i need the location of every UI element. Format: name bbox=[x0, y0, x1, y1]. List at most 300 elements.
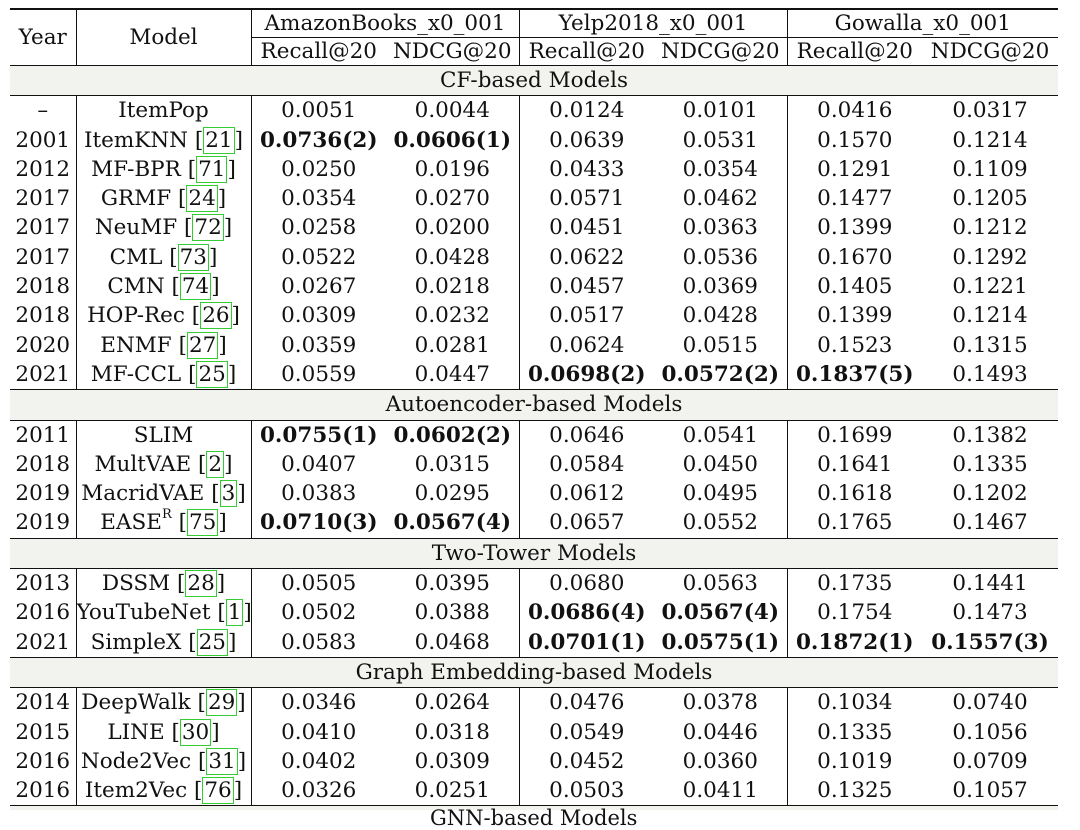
metric-cell: 0.1056 bbox=[952, 719, 1028, 745]
metric-cell: 0.1214 bbox=[952, 127, 1028, 153]
metric-cell bbox=[654, 360, 787, 390]
metric-cell: 0.0200 bbox=[386, 213, 519, 242]
citation-bracket: [ bbox=[178, 186, 187, 212]
year-cell: 2015 bbox=[10, 718, 76, 747]
metric-cell bbox=[386, 126, 519, 155]
metric-header: Recall@20 bbox=[260, 39, 377, 64]
year-cell: 2017 bbox=[10, 243, 76, 272]
metric-cell: 0.0051 bbox=[281, 98, 357, 124]
header-row-datasets bbox=[10, 9, 1058, 38]
best-value: 0.0567(4) bbox=[393, 510, 512, 536]
metric-cell: 0.0250 bbox=[281, 156, 357, 182]
citation-bracket: ] bbox=[218, 332, 227, 358]
metric-cell: 0.0612 bbox=[549, 481, 625, 507]
citation-bracket: ] bbox=[218, 510, 227, 536]
section-title: Graph Embedding-based Models bbox=[10, 657, 1058, 687]
metric-cell: 0.0264 bbox=[386, 688, 519, 718]
citation-bracket: [ bbox=[177, 571, 186, 597]
citation-bracket: ] bbox=[234, 127, 243, 153]
table-row bbox=[10, 747, 1058, 776]
model-cell bbox=[76, 301, 251, 330]
model-cell bbox=[76, 598, 251, 627]
metric-cell: 0.1641 bbox=[817, 451, 893, 477]
citation-bracket: ] bbox=[237, 690, 246, 716]
citation-bracket: [ bbox=[184, 215, 193, 241]
metric-cell: 0.0346 bbox=[281, 690, 357, 716]
citation-link[interactable]: 72 bbox=[194, 215, 222, 241]
metric-cell: 0.1570 bbox=[817, 127, 893, 153]
best-value: 0.0755(1) bbox=[259, 422, 378, 448]
citation-bracket: ] bbox=[217, 186, 227, 212]
metric-header: NDCG@20 bbox=[654, 38, 787, 66]
citation-bracket: ] bbox=[227, 629, 237, 655]
citation-bracket: [ bbox=[217, 600, 226, 626]
citation-bracket: [ bbox=[171, 719, 180, 745]
metric-cell: 0.0639 bbox=[549, 127, 625, 153]
model-cell bbox=[76, 569, 251, 599]
year-header: Year bbox=[10, 9, 76, 66]
model-cell bbox=[76, 450, 251, 479]
section-title: Autoencoder-based Models bbox=[10, 390, 1058, 420]
metric-cell: 0.0495 bbox=[654, 479, 787, 508]
model-cell bbox=[76, 360, 251, 390]
table-row bbox=[10, 331, 1058, 360]
model-name: SLIM bbox=[133, 422, 194, 448]
citation-link[interactable]: 30 bbox=[181, 719, 210, 745]
metric-cell: 0.1735 bbox=[817, 571, 893, 597]
citation-link[interactable]: 76 bbox=[204, 778, 232, 804]
table-row bbox=[10, 272, 1058, 301]
metric-cell: 0.0457 bbox=[549, 274, 625, 300]
metric-cell: 0.1405 bbox=[817, 274, 893, 300]
section-header-row bbox=[10, 657, 1058, 687]
metric-cell: 0.0502 bbox=[281, 600, 357, 626]
model-cell bbox=[76, 508, 251, 538]
year-cell: 2014 bbox=[10, 688, 76, 718]
metric-cell bbox=[251, 508, 386, 538]
metric-cell bbox=[787, 360, 922, 390]
metric-cell: 0.0363 bbox=[654, 213, 787, 242]
best-value: 0.0567(4) bbox=[661, 600, 780, 626]
metric-cell: 0.1212 bbox=[952, 215, 1028, 241]
model-name: MacridVAE bbox=[81, 481, 205, 507]
metric-cell: 0.0541 bbox=[654, 420, 787, 450]
metric-cell: 0.0522 bbox=[281, 244, 357, 270]
model-cell bbox=[76, 126, 251, 155]
table-row bbox=[10, 360, 1058, 390]
metric-cell: 0.0476 bbox=[549, 690, 625, 716]
citation-link[interactable]: 74 bbox=[181, 274, 210, 300]
metric-cell: 0.1382 bbox=[952, 422, 1028, 448]
model-name: DSSM bbox=[101, 571, 171, 597]
metric-cell: 0.1765 bbox=[817, 510, 893, 536]
year-cell: 2021 bbox=[10, 628, 76, 658]
metric-cell: 0.1399 bbox=[817, 303, 893, 329]
year-cell: 2013 bbox=[10, 569, 76, 599]
model-cell bbox=[76, 688, 251, 718]
model-name: LINE bbox=[107, 719, 165, 745]
model-name: MF-BPR bbox=[91, 156, 181, 182]
table-row bbox=[10, 301, 1058, 330]
model-name: Item2Vec bbox=[84, 778, 188, 804]
model-name: YouTubeNet bbox=[76, 600, 211, 626]
citation-bracket: ] bbox=[243, 600, 252, 626]
metric-cell bbox=[519, 360, 654, 390]
best-value: 0.0575(1) bbox=[661, 629, 780, 655]
metric-cell: 0.0388 bbox=[386, 598, 519, 627]
metric-cell: 0.0624 bbox=[549, 332, 625, 358]
best-value: 0.0698(2) bbox=[527, 361, 646, 387]
table-row bbox=[10, 450, 1058, 479]
model-name: DeepWalk bbox=[81, 690, 191, 716]
metric-cell bbox=[386, 420, 519, 450]
year-cell: 2016 bbox=[10, 598, 76, 627]
model-name: GRMF bbox=[100, 186, 172, 212]
citation-link[interactable]: 73 bbox=[179, 244, 207, 270]
metric-cell: 0.0517 bbox=[549, 303, 625, 329]
table-body bbox=[10, 66, 1058, 811]
model-cell bbox=[76, 155, 251, 184]
metric-cell: 0.0124 bbox=[549, 98, 625, 124]
metric-cell: 0.0451 bbox=[549, 215, 625, 241]
best-value: 0.1557(3) bbox=[931, 629, 1049, 655]
citation-bracket: ] bbox=[216, 571, 226, 597]
best-value: 0.0701(1) bbox=[527, 629, 646, 655]
year-cell: 2018 bbox=[10, 301, 76, 330]
table-row bbox=[10, 479, 1058, 508]
metric-cell: 0.1523 bbox=[817, 332, 893, 358]
table-row bbox=[10, 718, 1058, 747]
citation-bracket: ] bbox=[233, 778, 243, 804]
model-name: ItemKNN bbox=[84, 127, 188, 153]
metric-cell: 0.0258 bbox=[281, 215, 357, 241]
model-cell bbox=[76, 272, 251, 301]
citation-bracket: ] bbox=[237, 481, 246, 507]
model-cell bbox=[76, 96, 251, 126]
metric-cell: 0.1325 bbox=[817, 778, 893, 804]
model-name: ItemPop bbox=[118, 98, 209, 124]
results-table bbox=[10, 8, 1058, 810]
metric-cell: 0.0709 bbox=[952, 748, 1028, 774]
metric-cell: 0.0433 bbox=[549, 156, 625, 182]
model-name: HOP-Rec bbox=[87, 303, 185, 329]
citation-link[interactable]: 25 bbox=[198, 629, 226, 655]
metric-cell: 0.0416 bbox=[817, 98, 893, 124]
year-cell: 2011 bbox=[10, 420, 76, 450]
year-cell: – bbox=[10, 96, 76, 126]
table-row bbox=[10, 628, 1058, 658]
citation-link[interactable]: 21 bbox=[205, 127, 233, 153]
metric-cell: 0.0450 bbox=[654, 450, 787, 479]
model-name: CMN bbox=[107, 274, 165, 300]
metric-cell: 0.0354 bbox=[281, 186, 357, 212]
citation-bracket: ] bbox=[231, 303, 240, 329]
metric-cell: 0.1315 bbox=[952, 332, 1028, 358]
metric-cell: 0.1292 bbox=[952, 244, 1028, 270]
metric-cell: 0.0402 bbox=[281, 748, 357, 774]
metric-cell: 0.1399 bbox=[817, 215, 893, 241]
metric-cell: 0.1467 bbox=[952, 510, 1028, 536]
citation-bracket: [ bbox=[178, 332, 187, 358]
results-table-wrap bbox=[10, 8, 1058, 810]
metric-cell: 0.0369 bbox=[654, 272, 787, 301]
metric-cell bbox=[386, 508, 519, 538]
metric-cell: 0.0196 bbox=[386, 155, 519, 184]
metric-header: Recall@20 bbox=[528, 39, 645, 64]
metric-cell: 0.0468 bbox=[386, 628, 519, 658]
citation-link[interactable]: 27 bbox=[188, 332, 217, 358]
table-row bbox=[10, 243, 1058, 272]
metric-cell: 0.1214 bbox=[952, 303, 1028, 329]
citation-bracket: ] bbox=[208, 244, 218, 270]
model-name: EASE bbox=[100, 510, 162, 536]
citation-bracket: [ bbox=[193, 778, 203, 804]
metric-cell: 0.0571 bbox=[549, 186, 625, 212]
metric-cell: 0.0657 bbox=[549, 510, 625, 536]
citation-link[interactable]: 29 bbox=[207, 690, 236, 716]
best-value: 0.0572(2) bbox=[661, 361, 780, 387]
metric-cell: 0.0446 bbox=[654, 718, 787, 747]
model-cell bbox=[76, 184, 251, 213]
year-cell: 2012 bbox=[10, 155, 76, 184]
metric-cell bbox=[654, 598, 787, 627]
metric-cell: 0.0354 bbox=[654, 155, 787, 184]
metric-cell bbox=[787, 628, 922, 658]
section-header-row bbox=[10, 538, 1058, 568]
model-cell bbox=[76, 331, 251, 360]
model-cell bbox=[76, 628, 251, 658]
year-cell: 2018 bbox=[10, 450, 76, 479]
model-name: Node2Vec bbox=[80, 748, 192, 774]
metric-cell: 0.1335 bbox=[817, 719, 893, 745]
metric-cell: 0.0407 bbox=[281, 451, 357, 477]
metric-cell bbox=[654, 628, 787, 658]
table-row bbox=[10, 213, 1058, 242]
metric-cell: 0.0317 bbox=[952, 98, 1028, 124]
model-header: Model bbox=[76, 9, 251, 66]
year-cell: 2021 bbox=[10, 360, 76, 390]
metric-cell: 0.0549 bbox=[549, 719, 625, 745]
model-cell bbox=[76, 213, 251, 242]
year-cell: 2016 bbox=[10, 776, 76, 806]
metric-cell bbox=[922, 628, 1058, 658]
metric-cell: 0.0315 bbox=[386, 450, 519, 479]
metric-cell: 0.0503 bbox=[549, 778, 625, 804]
year-cell: 2017 bbox=[10, 213, 76, 242]
metric-cell: 0.0318 bbox=[386, 718, 519, 747]
year-cell: 2017 bbox=[10, 184, 76, 213]
metric-cell: 0.1441 bbox=[952, 571, 1028, 597]
metric-cell: 0.0359 bbox=[281, 332, 357, 358]
metric-cell: 0.0232 bbox=[386, 301, 519, 330]
year-cell: 2001 bbox=[10, 126, 76, 155]
best-value: 0.0710(3) bbox=[259, 510, 378, 536]
citation-link[interactable]: 24 bbox=[188, 186, 216, 212]
citation-bracket: [ bbox=[194, 127, 204, 153]
table-row bbox=[10, 598, 1058, 627]
metric-cell: 0.0428 bbox=[386, 243, 519, 272]
section-header-row bbox=[10, 390, 1058, 420]
metric-cell: 0.1202 bbox=[952, 481, 1028, 507]
metric-cell: 0.0309 bbox=[281, 303, 357, 329]
metric-cell: 0.1699 bbox=[817, 422, 893, 448]
model-name: MultVAE bbox=[94, 451, 192, 477]
citation-bracket: [ bbox=[169, 244, 178, 270]
metric-cell: 0.0428 bbox=[654, 301, 787, 330]
metric-cell: 0.0584 bbox=[549, 451, 625, 477]
table-row bbox=[10, 126, 1058, 155]
metric-cell: 0.0410 bbox=[281, 719, 357, 745]
metric-cell bbox=[519, 628, 654, 658]
metric-cell: 0.1473 bbox=[952, 600, 1028, 626]
metric-cell: 0.0383 bbox=[281, 481, 357, 507]
metric-cell: 0.1057 bbox=[952, 778, 1028, 804]
citation-bracket: [ bbox=[178, 510, 187, 536]
table-row bbox=[10, 776, 1058, 806]
metric-cell bbox=[519, 598, 654, 627]
metric-cell: 0.0281 bbox=[386, 331, 519, 360]
citation-bracket: [ bbox=[188, 629, 197, 655]
metric-cell: 0.1034 bbox=[817, 690, 893, 716]
model-cell bbox=[76, 718, 251, 747]
citation-bracket: [ bbox=[187, 156, 197, 182]
metric-cell: 0.0295 bbox=[386, 479, 519, 508]
metric-cell: 0.0552 bbox=[654, 508, 787, 538]
metric-cell: 0.0515 bbox=[654, 331, 787, 360]
best-value: 0.0736(2) bbox=[259, 127, 378, 153]
table-row bbox=[10, 688, 1058, 718]
model-cell bbox=[76, 479, 251, 508]
table-row bbox=[10, 184, 1058, 213]
table-row bbox=[10, 155, 1058, 184]
metric-cell: 0.1754 bbox=[817, 600, 893, 626]
metric-header: NDCG@20 bbox=[386, 38, 519, 66]
metric-cell: 0.0326 bbox=[281, 778, 357, 804]
citation-bracket: ] bbox=[237, 748, 247, 774]
next-section-title-cut: GNN-based Models bbox=[430, 806, 638, 830]
metric-cell: 0.1019 bbox=[817, 748, 893, 774]
year-cell: 2018 bbox=[10, 272, 76, 301]
metric-cell: 0.0395 bbox=[386, 569, 519, 599]
model-cell bbox=[76, 747, 251, 776]
citation-bracket: [ bbox=[211, 481, 220, 507]
metric-cell: 0.0447 bbox=[386, 360, 519, 390]
model-name: ENMF bbox=[100, 332, 172, 358]
metric-header: NDCG@20 bbox=[930, 39, 1050, 64]
best-value: 0.1872(1) bbox=[795, 629, 914, 655]
metric-cell: 0.0563 bbox=[654, 569, 787, 599]
metric-header: Recall@20 bbox=[796, 39, 913, 64]
best-value: 0.1837(5) bbox=[795, 361, 914, 387]
citation-bracket: [ bbox=[171, 274, 180, 300]
year-cell: 2016 bbox=[10, 747, 76, 776]
metric-cell: 0.0378 bbox=[654, 688, 787, 718]
best-value: 0.0606(1) bbox=[393, 127, 512, 153]
citation-link[interactable]: 1 bbox=[227, 600, 242, 626]
citation-link[interactable]: 28 bbox=[187, 571, 215, 597]
best-value: 0.0686(4) bbox=[527, 600, 646, 626]
table-row bbox=[10, 508, 1058, 538]
citation-link[interactable]: 3 bbox=[221, 481, 236, 507]
citation-bracket: ] bbox=[211, 274, 220, 300]
citation-link[interactable]: 25 bbox=[198, 361, 226, 387]
metric-cell: 0.0680 bbox=[549, 571, 625, 597]
metric-cell: 0.0411 bbox=[654, 776, 787, 806]
metric-cell: 0.1493 bbox=[952, 361, 1028, 387]
citation-bracket: ] bbox=[224, 451, 233, 477]
model-name: NeuMF bbox=[94, 215, 178, 241]
metric-cell: 0.1109 bbox=[952, 156, 1028, 182]
table-row bbox=[10, 420, 1058, 450]
section-title: Two-Tower Models bbox=[10, 538, 1058, 568]
metric-cell: 0.0559 bbox=[281, 361, 357, 387]
dataset-header-gowalla: Gowalla_x0_001 bbox=[787, 9, 1058, 38]
metric-cell: 0.0536 bbox=[654, 243, 787, 272]
section-header-row bbox=[10, 66, 1058, 96]
metric-cell bbox=[251, 126, 386, 155]
metric-cell: 0.0462 bbox=[654, 184, 787, 213]
model-cell bbox=[76, 420, 251, 450]
metric-cell: 0.0101 bbox=[654, 96, 787, 126]
metric-cell: 0.0251 bbox=[386, 776, 519, 806]
citation-bracket: ] bbox=[227, 156, 236, 182]
citation-link[interactable]: 75 bbox=[188, 510, 217, 536]
section-title: CF-based Models bbox=[10, 66, 1058, 96]
citation-link[interactable]: 31 bbox=[208, 748, 236, 774]
citation-bracket: ] bbox=[223, 215, 233, 241]
metric-cell: 0.0267 bbox=[281, 274, 357, 300]
citation-bracket: ] bbox=[227, 361, 237, 387]
citation-bracket: [ bbox=[191, 303, 201, 329]
metric-cell: 0.0646 bbox=[549, 422, 625, 448]
model-name: CML bbox=[109, 244, 163, 270]
citation-bracket: [ bbox=[197, 748, 207, 774]
citation-link[interactable]: 2 bbox=[208, 451, 223, 477]
citation-link[interactable]: 71 bbox=[198, 156, 226, 182]
metric-cell: 0.0218 bbox=[386, 272, 519, 301]
metric-cell: 0.1205 bbox=[952, 186, 1028, 212]
metric-cell: 0.0309 bbox=[386, 747, 519, 776]
metric-cell: 0.0452 bbox=[549, 748, 625, 774]
model-cell bbox=[76, 776, 251, 806]
citation-bracket: [ bbox=[198, 451, 207, 477]
best-value: 0.0602(2) bbox=[393, 422, 512, 448]
metric-cell: 0.0044 bbox=[386, 96, 519, 126]
citation-bracket: [ bbox=[188, 361, 197, 387]
citation-bracket: [ bbox=[197, 690, 206, 716]
model-superscript: R bbox=[161, 507, 172, 523]
year-cell: 2020 bbox=[10, 331, 76, 360]
metric-cell: 0.1221 bbox=[952, 274, 1028, 300]
metric-cell: 0.1291 bbox=[817, 156, 893, 182]
year-cell: 2019 bbox=[10, 479, 76, 508]
metric-cell: 0.1670 bbox=[817, 244, 893, 270]
dataset-header-amazonbooks: AmazonBooks_x0_001 bbox=[251, 9, 519, 38]
year-cell: 2019 bbox=[10, 508, 76, 538]
metric-cell: 0.0360 bbox=[654, 747, 787, 776]
metric-cell: 0.0622 bbox=[549, 244, 625, 270]
metric-cell: 0.0583 bbox=[281, 629, 357, 655]
table-row bbox=[10, 96, 1058, 126]
citation-link[interactable]: 26 bbox=[202, 303, 230, 329]
metric-cell: 0.1477 bbox=[817, 186, 893, 212]
model-name: SimpleX bbox=[90, 629, 182, 655]
model-name: MF-CCL bbox=[90, 361, 182, 387]
metric-cell: 0.1335 bbox=[952, 451, 1028, 477]
metric-cell: 0.0740 bbox=[952, 690, 1028, 716]
metric-cell: 0.0531 bbox=[654, 126, 787, 155]
model-cell bbox=[76, 243, 251, 272]
